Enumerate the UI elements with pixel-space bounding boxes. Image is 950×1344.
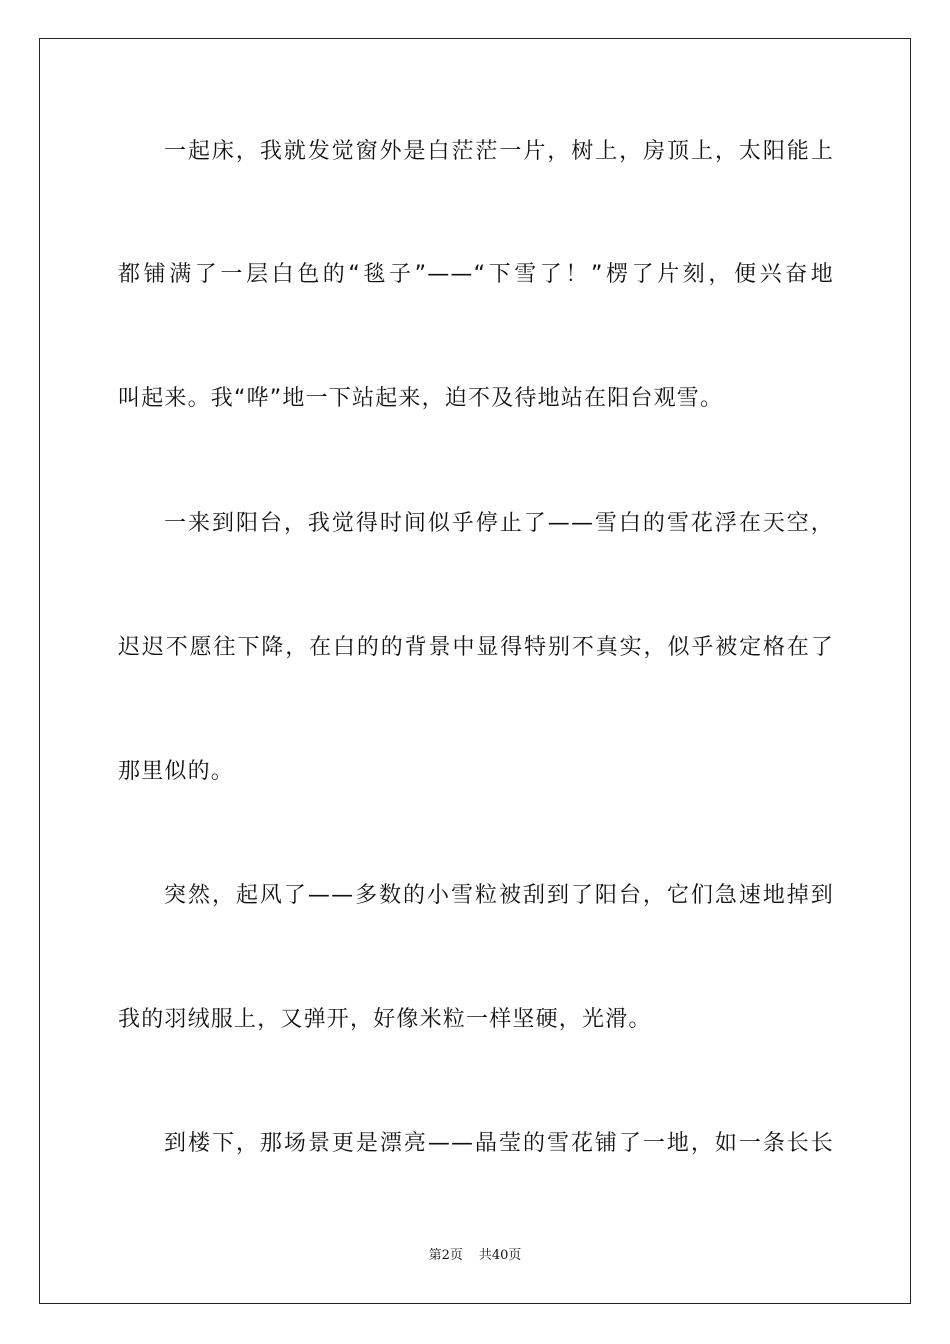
page-border [39, 38, 911, 1304]
text-line-2: 都铺满了一层白色的“毯子”——“下雪了！”楞了片刻，便兴奋地 [118, 262, 834, 287]
page-number: 第2页 [428, 1248, 463, 1263]
page-total: 共40页 [478, 1248, 522, 1263]
text-line-3: 叫起来。我“哗”地一下站起来，迫不及待地站在阳台观雪。 [118, 386, 724, 411]
text-line-4: 一来到阳台，我觉得时间似乎停止了——雪白的雪花浮在天空， [164, 511, 834, 536]
text-line-6: 那里似的。 [118, 759, 235, 784]
text-line-9: 到楼下，那场景更是漂亮——晶莹的雪花铺了一地，如一条长长 [164, 1131, 834, 1156]
text-line-8: 我的羽绒服上，又弹开，好像米粒一样坚硬，光滑。 [118, 1007, 652, 1032]
text-line-5: 迟迟不愿往下降，在白的的背景中显得特别不真实，似乎被定格在了 [118, 635, 834, 660]
text-line-7: 突然，起风了——多数的小雪粒被刮到了阳台，它们急速地掉到 [164, 883, 834, 908]
text-line-1: 一起床，我就发觉窗外是白茫茫一片，树上，房顶上，太阳能上 [164, 139, 834, 164]
page-footer [0, 1247, 950, 1265]
